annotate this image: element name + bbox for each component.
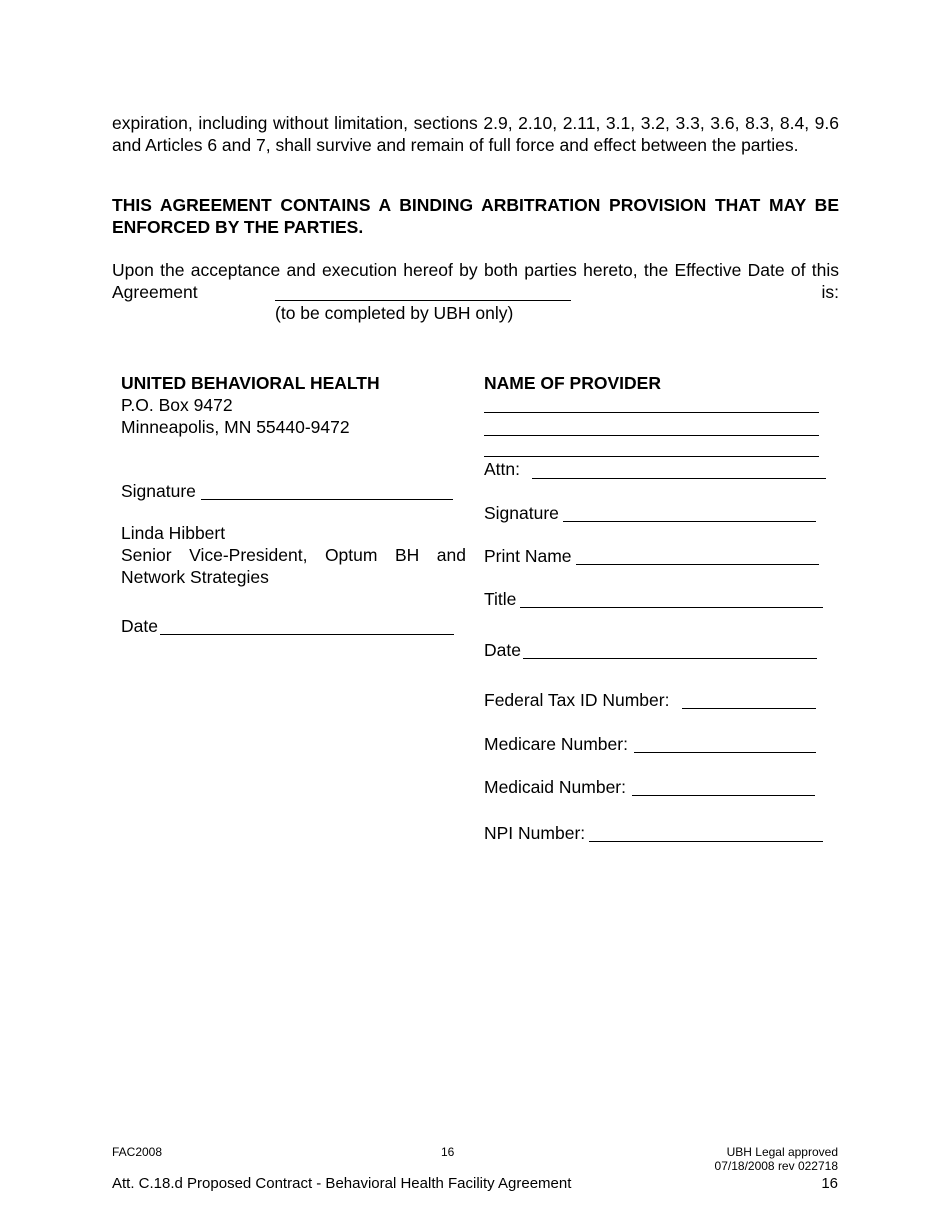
provider-title-line[interactable] xyxy=(520,607,823,608)
effective-date-statement xyxy=(112,260,839,302)
provider-print-name-label: Print Name xyxy=(484,546,572,566)
provider-date-label: Date xyxy=(484,640,521,660)
ubh-signature-line[interactable] xyxy=(201,499,453,500)
ubh-date-label: Date xyxy=(121,616,158,636)
ubh-signer-name: Linda Hibbert xyxy=(121,523,226,543)
ubh-address-line1: P.O. Box 9472 xyxy=(121,395,233,415)
provider-print-name-line[interactable] xyxy=(576,564,819,565)
footer-approval-block xyxy=(715,1145,838,1173)
provider-tax-id-line[interactable] xyxy=(682,708,816,709)
ubh-address-line2: Minneapolis, MN 55440-9472 xyxy=(121,417,350,437)
ubh-date-line[interactable] xyxy=(160,634,454,635)
provider-date-line[interactable] xyxy=(523,658,817,659)
provider-medicaid-line[interactable] xyxy=(632,795,815,796)
footer-revision: 07/18/2008 rev 022718 xyxy=(714,1159,838,1173)
arbitration-notice: THIS AGREEMENT CONTAINS A BINDING ARBITRATION PROVISION THAT MAY BE ENFORCED BY THE PARTIES. xyxy=(112,195,839,237)
survival-clause: expiration, including without limitation, sections 2.9, 2.10, 2.11, 3.1, 3.2, 3.3, 3.6, 8.3, 8.4, 9.6 and Articles 6 and 7, shall survive and remain of full force and effect between the parties. xyxy=(112,113,839,155)
footer-form-code: FAC2008 xyxy=(112,1145,163,1159)
provider-heading: NAME OF PROVIDER xyxy=(484,373,661,393)
provider-name-line-2[interactable] xyxy=(484,435,819,436)
provider-medicaid-label: Medicaid Number: xyxy=(484,777,626,797)
footer-attachment: Att. C.18.d Proposed Contract - Behavioral Health Facility Agreement xyxy=(112,1175,572,1192)
provider-name-line-1[interactable] xyxy=(484,412,819,413)
provider-npi-line[interactable] xyxy=(589,841,823,842)
provider-medicare-line[interactable] xyxy=(634,752,816,753)
provider-title-label: Title xyxy=(484,589,517,609)
provider-signature-line[interactable] xyxy=(563,521,816,522)
ubh-heading: UNITED BEHAVIORAL HEALTH xyxy=(121,373,380,393)
effective-date-text: Upon the acceptance and execution hereof by both parties hereto, the Effective Date of this Agreement is: xyxy=(112,260,839,302)
provider-attn-label: Attn: xyxy=(484,459,520,479)
effective-date-blank[interactable] xyxy=(275,300,571,301)
provider-npi-label: NPI Number: xyxy=(484,823,586,843)
ubh-signer-title: Senior Vice-President, Optum BH and Network Strategies xyxy=(121,545,466,587)
provider-medicare-label: Medicare Number: xyxy=(484,734,628,754)
provider-tax-id-label: Federal Tax ID Number: xyxy=(484,690,670,710)
effective-date-note: (to be completed by UBH only) xyxy=(275,303,514,323)
provider-name-line-3[interactable] xyxy=(484,456,819,457)
provider-signature-label: Signature xyxy=(484,503,559,523)
footer-page-number: 16 xyxy=(821,1175,838,1192)
footer-approval: UBH Legal approved xyxy=(726,1145,838,1159)
footer-inner-page: 16 xyxy=(441,1145,455,1159)
ubh-signature-label: Signature xyxy=(121,481,196,501)
provider-attn-line[interactable] xyxy=(532,478,826,479)
